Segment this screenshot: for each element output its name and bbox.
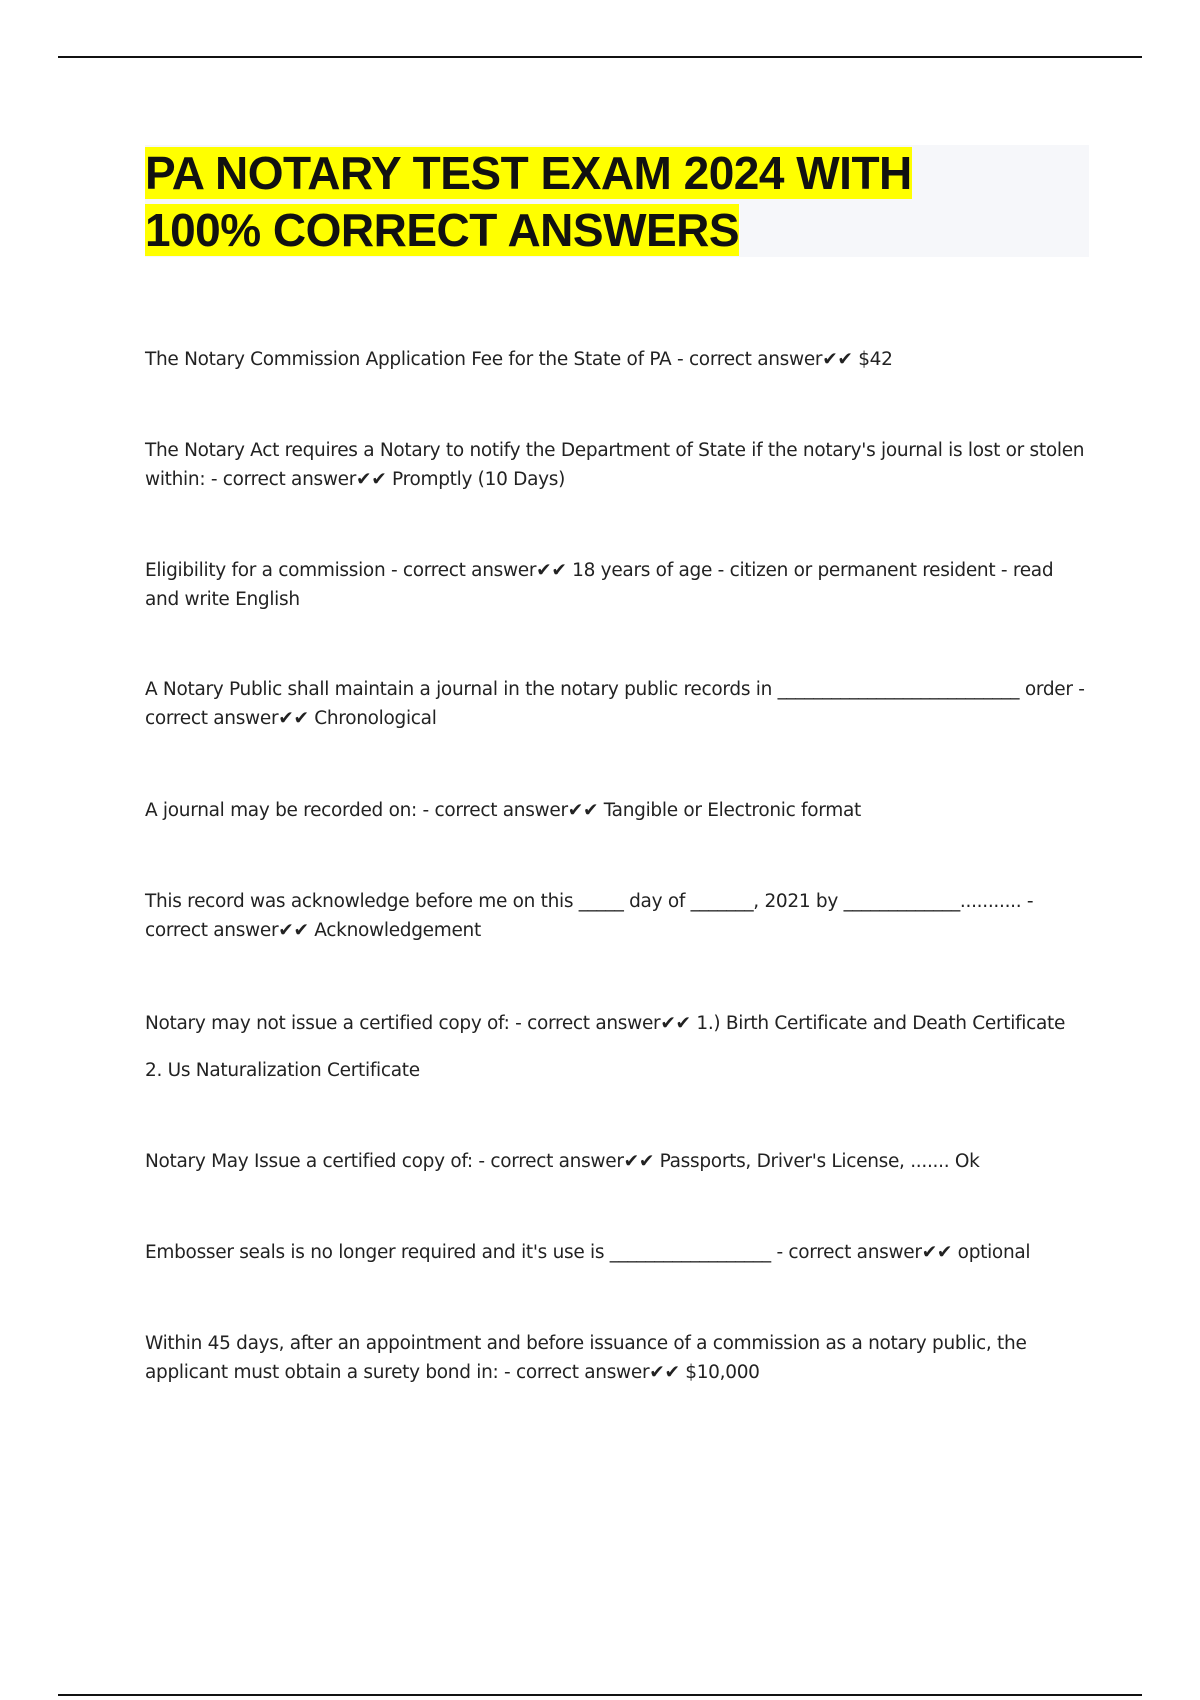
- title-highlight: PA NOTARY TEST EXAM 2024 WITH 100% CORRECT ANSWERS: [145, 147, 912, 256]
- qa-text: The Notary Commission Application Fee for the State of PA - correct answer✔✔ $42: [145, 349, 893, 370]
- qa-item: [145, 1009, 1065, 1085]
- qa-text: Notary May Issue a certified copy of: - correct answer✔✔ Passports, Driver's License, ....... Ok: [145, 1151, 980, 1172]
- qa-item: [145, 675, 1085, 733]
- qa-text: The Notary Act requires a Notary to notify the Department of State if the notary's journal is lost or stolen within: - correct answer✔✔ Promptly (10 Days): [145, 440, 1085, 490]
- qa-text: Within 45 days, after an appointment and before issuance of a commission as a notary public, the applicant must obtain a surety bond in: - correct answer✔✔ $10,000: [145, 1333, 1027, 1383]
- qa-item: [145, 436, 1085, 494]
- qa-item: [145, 1238, 1030, 1267]
- qa-item: [145, 556, 1085, 614]
- bottom-rule: [58, 1694, 1142, 1696]
- qa-text: Notary may not issue a certified copy of: - correct answer✔✔ 1.) Birth Certificate and Death Certificate: [145, 1013, 1066, 1034]
- title-block: [145, 145, 1089, 257]
- qa-item: [145, 796, 861, 825]
- qa-item: [145, 1147, 980, 1176]
- qa-text: Eligibility for a commission - correct answer✔✔ 18 years of age - citizen or permanent resident - read and write English: [145, 560, 1054, 610]
- qa-text: This record was acknowledge before me on this _____ day of _______, 2021 by _____________........... - correct answer✔✔ Acknowledgement: [145, 891, 1034, 941]
- qa-item: [145, 345, 893, 374]
- document-title: [145, 145, 995, 259]
- qa-item: [145, 1329, 1085, 1387]
- qa-text: A Notary Public shall maintain a journal in the notary public records in ___________________________ order - correct answer✔✔ Chronological: [145, 679, 1085, 729]
- qa-extra-line: 2. Us Naturalization Certificate: [145, 1060, 420, 1081]
- qa-text: Embosser seals is no longer required and it's use is __________________ - correct answer✔✔ optional: [145, 1242, 1031, 1263]
- top-rule: [58, 56, 1142, 58]
- qa-item: [145, 887, 1085, 945]
- qa-text: A journal may be recorded on: - correct answer✔✔ Tangible or Electronic format: [145, 800, 861, 821]
